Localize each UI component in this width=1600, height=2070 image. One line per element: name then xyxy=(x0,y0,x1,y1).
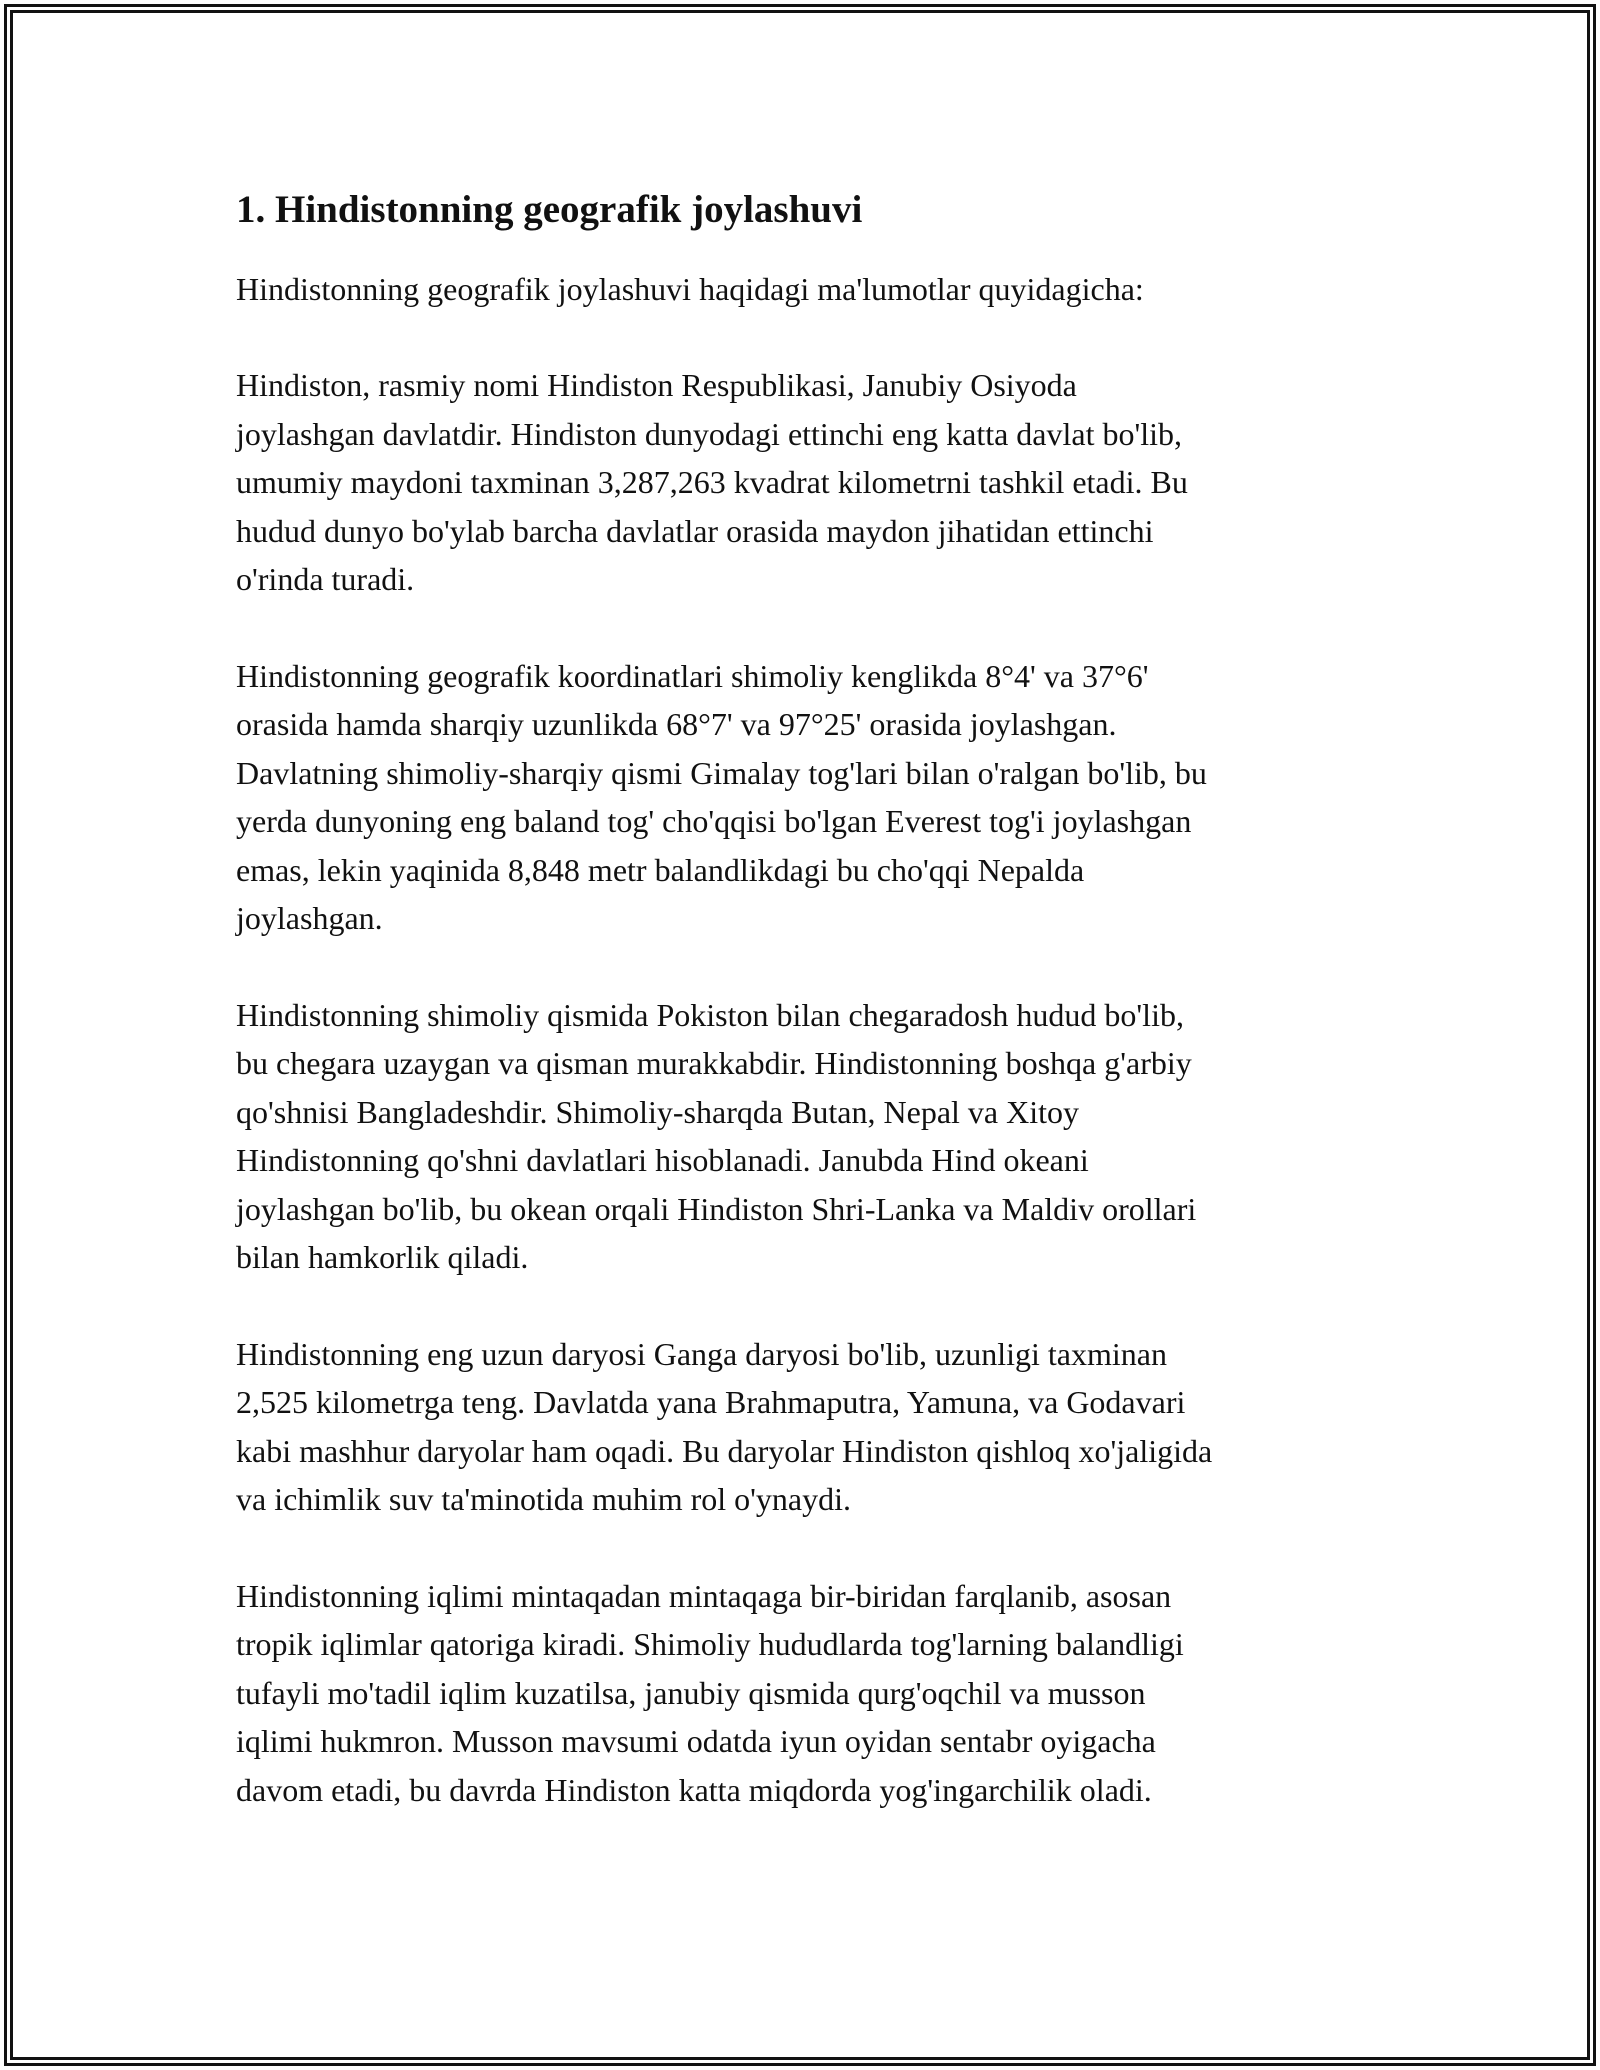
intro-paragraph: Hindistonning geografik joylashuvi haqidagi ma'lumotlar quyidagicha: xyxy=(236,270,1144,307)
paragraph-area: Hindiston, rasmiy nomi Hindiston Respublikasi, Janubiy Osiyoda joylashgan davlatdir. Hindiston dunyodagi ettinchi eng katta davlat bo'lib, umumiy maydoni taxminan 3,287,263 kvadrat kilometrni tashkil etadi. Bu hudud dunyo bo'ylab barcha davlatlar orasida maydon jihatidan ettinchi o'rinda turadi. xyxy=(236,367,1188,598)
document-body xyxy=(236,186,1366,1862)
paragraph-neighbors: Hindistonning shimoliy qismida Pokiston bilan chegaradosh hudud bo'lib, bu chegara uzaygan va qisman murakkabdir. Hindistonning boshqa g'arbiy qo'shnisi Bangladeshdir. Shimoliy-sharqda Butan, Nepal va Xitoy Hindistonning qo'shni davlatlari hisoblanadi. Janubda Hind okeani joylashgan bo'lib, bu okean orqali Hindiston Shri-Lanka va Maldiv orollari bilan hamkorlik qiladi. xyxy=(236,996,1197,1276)
paragraph-climate: Hindistonning iqlimi mintaqadan mintaqaga bir-biridan farqlanib, asosan tropik iqlimlar qatoriga kiradi. Shimoliy hududlarda tog'larning balandligi tufayli mo'tadil iqlim kuzatilsa, janubiy qismida qurg'oqchil va musson iqlimi hukmron. Musson mavsumi odatda iyun oyidan sentabr oyigacha davom etadi, bu davrda Hindiston katta miqdorda yog'ingarchilik oladi. xyxy=(236,1577,1184,1808)
paragraph-rivers: Hindistonning eng uzun daryosi Ganga daryosi bo'lib, uzunligi taxminan 2,525 kilometrga teng. Davlatda yana Brahmaputra, Yamuna, va Godavari kabi mashhur daryolar ham oqadi. Bu daryolar Hindiston qishloq xo'jaligida va ichimlik suv ta'minotida muhim rol o'ynaydi. xyxy=(236,1335,1213,1518)
paragraph-coordinates: Hindistonning geografik koordinatlari shimoliy kenglikda 8°4' va 37°6' orasida hamda sharqiy uzunlikda 68°7' va 97°25' orasida joylashgan. Davlatning shimoliy-sharqiy qismi Gimalay tog'lari bilan o'ralgan bo'lib, bu yerda dunyoning eng baland tog' cho'qqisi bo'lgan Everest tog'i joylashgan emas, lekin yaqinida 8,848 metr balandlikdagi bu cho'qqi Nepalda joylashgan. xyxy=(236,657,1207,937)
section-heading: 1. Hindistonning geografik joylashuvi xyxy=(236,188,863,231)
